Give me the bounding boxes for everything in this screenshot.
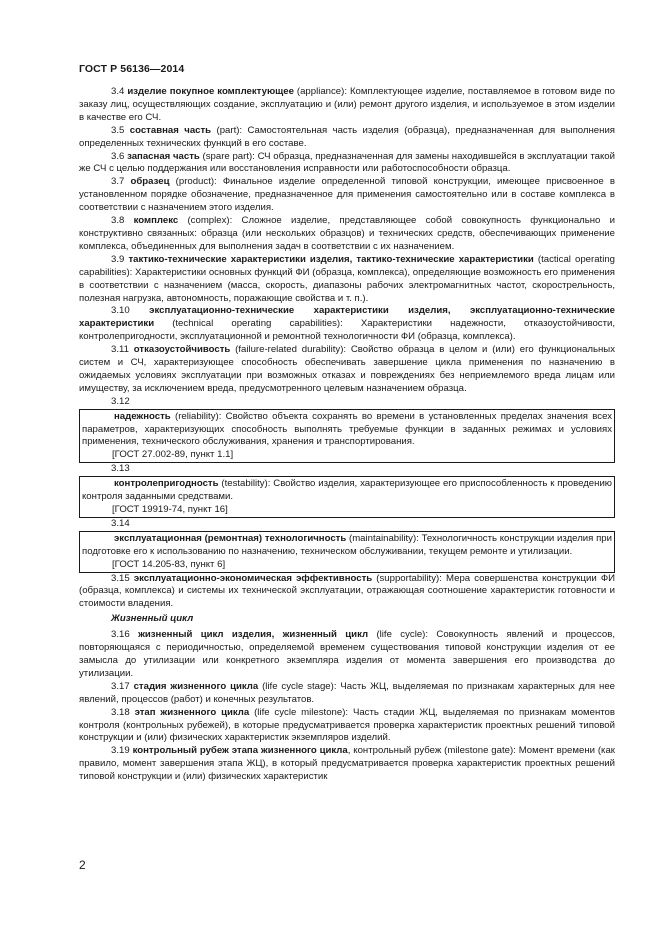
term-name: составная часть — [129, 124, 212, 136]
term-source: [ГОСТ 14.205-83, пункт 6] — [112, 558, 226, 570]
term-definition: (maintainability): Технологичность конструкции изделия при подготовке его к использованию по назначению, техническом обслуживании, текущем ремонте и утилизации. — [82, 532, 612, 557]
term-3-4 — [79, 86, 615, 125]
term-name: эксплуатационная (ремонтная) технологичность — [114, 532, 347, 544]
term-definition: (life cycle stage): Часть ЖЦ, выделяемая по признакам характерных для нее явлений, процессов (работ) и конечных результатов. — [79, 680, 616, 705]
term-number-3-12: 3.12 — [111, 395, 130, 407]
term-definition: (appliance): Комплектующее изделие, поставляемое в готовом виде по заказу лиц, осуществляющих создание, эксплуатацию и (или) ремонт другого изделия, и используемое в этом изделии в качестве его СЧ. — [79, 86, 616, 123]
term-number: 3.17 — [111, 680, 130, 692]
term-name: контролепригодность — [114, 478, 219, 490]
term-definition: (supportability): Мера совершенства конструкции ФИ (образца, комплекса) и системы их технической эксплуатации, отражающая соотношение характеристик готовности и стоимости владения. — [79, 572, 616, 610]
term-3-12 — [82, 411, 612, 450]
term-number: 3.7 — [111, 176, 125, 188]
term-definition: , контрольный рубеж (milestone gate): Момент времени (как правило, момент завершения этапа ЖЦ), в который предусматривается проверка характеристик проектных решений типовой конструкции и (или) физических характеристик — [79, 745, 615, 783]
term-number: 3.11 — [111, 344, 129, 356]
term-3-18 — [79, 707, 615, 746]
term-definition: (life cycle): Совокупность явлений и процессов, повторяющаяся с периодичностью, определяемой временем существования типовой конструкции изделия от ее замысла до утилизации или конкретного экземпляра изделия от момента завершения его производства до утилизации. — [79, 629, 615, 679]
term-definition: (spare part): СЧ образца, предназначенная для замены находившейся в эксплуатации такой же СЧ с целью поддержания или восстановления исправности или работоспособности образца. — [79, 150, 615, 175]
page-number: 2 — [79, 858, 86, 872]
term-number: 3.4 — [111, 86, 125, 97]
term-number: 3.16 — [111, 629, 130, 641]
term-name: стадия жизненного цикла — [133, 680, 259, 692]
term-name: образец — [130, 176, 170, 188]
term-3-19 — [79, 745, 615, 784]
term-3-5 — [79, 125, 615, 151]
term-source: [ГОСТ 19919-74, пункт 16] — [112, 504, 228, 515]
term-name: контрольный рубеж этапа жизненного цикла — [132, 745, 348, 757]
term-number: 3.10 — [111, 305, 130, 317]
term-name: эксплуатационно-технические характеристики изделия, эксплуатационно-технические характеристики — [79, 305, 615, 330]
term-number: 3.6 — [111, 150, 125, 162]
term-number: 3.9 — [111, 253, 125, 265]
term-name: жизненный цикл изделия, жизненный цикл — [138, 629, 369, 641]
term-number: 3.15 — [111, 572, 130, 584]
term-definition: (product): Финальное изделие определенной типовой конструкции, имеющее присвоенное в установленном порядке обозначение, предназначенное для применения самостоятельно или в составе комплекса в соответствии с назначением этого изделия. — [79, 176, 616, 214]
term-3-14 — [82, 533, 612, 559]
term-number: 3.18 — [111, 706, 130, 718]
term-number-3-13: 3.13 — [111, 463, 130, 475]
section-heading: Жизненный цикл — [111, 613, 194, 625]
term-definition: (part): Самостоятельная часть изделия (образца), предназначенная для выполнения определенных технических функций в его составе. — [79, 124, 615, 149]
term-name: отказоустойчивость — [133, 344, 231, 356]
term-name: запасная часть — [127, 150, 200, 162]
term-definition: (complex): Сложное изделие, представляющее собой совокупность функционально и конструктивно связанных: образца (или нескольких образцов) и технических средств, обеспечивающих применение комплекса, объединенных для выполнения задач в соответствии с их назначением. — [79, 215, 615, 252]
term-definition: (failure-related durability): Свойство образца в целом и (или) его функциональных систем и СЧ, характеризующее способность обеспечивать завершение цикла применения по назначению в ожидаемых условиях эксплуатации при возможных отказах и повреждениях без неприемлемого вреда лицам или имуществу, за исключением вреда, предусмотренного целевым назначением образца. — [79, 344, 615, 394]
term-3-8 — [79, 215, 615, 254]
term-name: изделие покупное комплектующее — [127, 86, 294, 97]
term-3-13 — [82, 478, 612, 504]
term-number: 3.8 — [111, 215, 125, 227]
term-3-17 — [79, 681, 615, 707]
quoted-term-box-3-13 — [79, 476, 615, 518]
term-number-3-14: 3.14 — [111, 517, 130, 529]
term-definition: (tactical operating capabilities): Характеристики основных функций ФИ (образца, комплекса), определяющие возможность его применения в соответствии с назначением (масса, скорость, диапазоны рабочих электромагнитных частот, скорострельность, полезная нагрузка, автономность, поражающие свойства и т. п.). — [79, 253, 616, 304]
quoted-term-box-3-12 — [79, 409, 615, 464]
term-3-9 — [79, 254, 615, 306]
term-name: эксплуатационно-экономическая эффективность — [133, 572, 373, 584]
term-definition: (reliability): Свойство объекта сохранять во времени в установленных пределах значения всех параметров, характеризующих способность выполнять требуемые функции в заданных режимах и условиях применения, технического обслуживания, хранения и транспортирования. — [82, 410, 612, 448]
document-header: ГОСТ Р 56136—2014 — [79, 63, 185, 75]
term-definition: (testability): Свойство изделия, характеризующее его приспособленность к проведению контроля заданными средствами. — [82, 478, 612, 503]
term-name: комплекс — [133, 215, 179, 227]
term-name: тактико-технические характеристики изделия, тактико-технические характеристики — [128, 253, 534, 265]
term-name: надежность — [114, 410, 171, 422]
term-name: этап жизненного цикла — [134, 706, 250, 718]
quoted-term-box-3-14 — [79, 531, 615, 573]
term-3-7 — [79, 176, 615, 215]
document-body — [79, 86, 615, 784]
term-definition: (life cycle milestone): Часть стадии ЖЦ, выделяемая по признакам моментов контроля (контрольных рубежей), в которые предусматривается проверка характеристик проектных решений типовой конструкции и (или) физических характеристик экземпляров изделий. — [79, 706, 615, 744]
term-3-15 — [79, 573, 615, 612]
term-definition: (technical operating capabilities): Характеристики надежности, отказоустойчивости, контролепригодности, эксплуатационной и ремонтной технологичности ФИ (образца, комплекса). — [79, 318, 615, 343]
term-3-10 — [79, 305, 615, 344]
term-3-11 — [79, 344, 615, 396]
term-number: 3.5 — [111, 124, 125, 136]
term-3-6 — [79, 151, 615, 177]
term-source: [ГОСТ 27.002-89, пункт 1.1] — [112, 449, 234, 461]
term-3-16 — [79, 629, 615, 681]
term-number: 3.19 — [111, 745, 130, 757]
